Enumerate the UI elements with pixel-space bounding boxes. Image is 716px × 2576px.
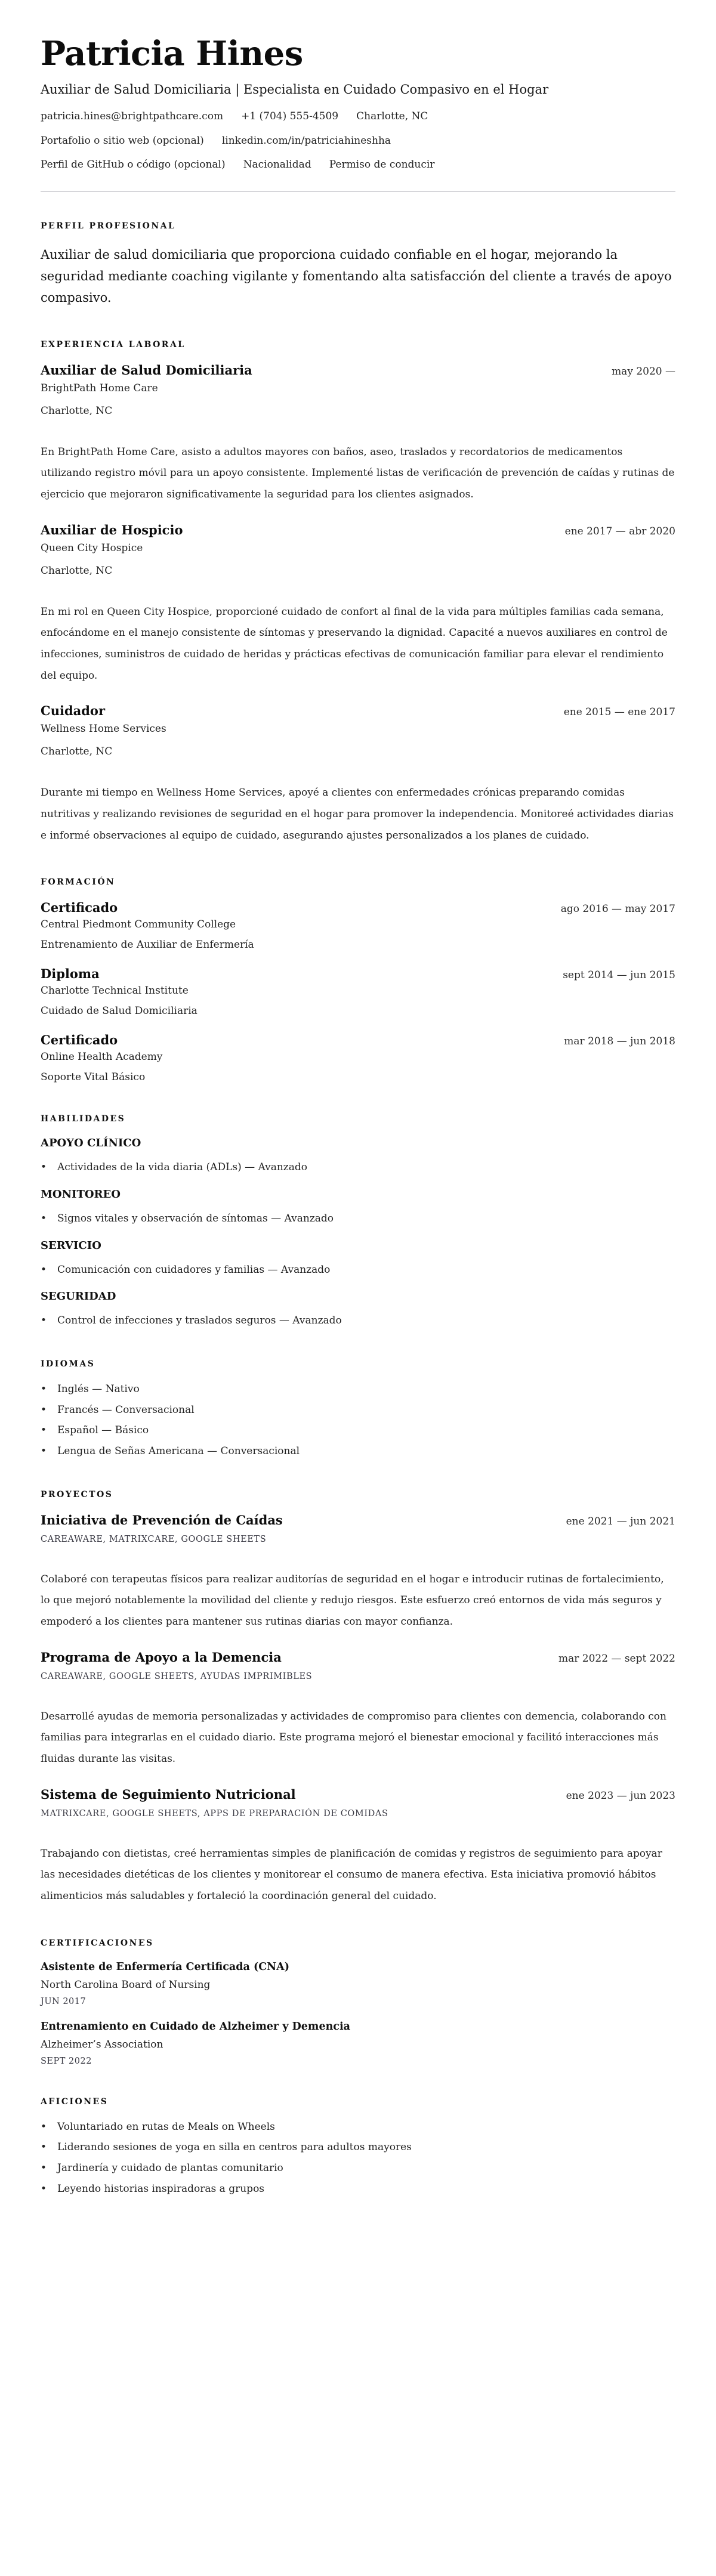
- hobby-item: • Liderando sesiones de yoga en silla en centros para adultos mayores: [41, 2140, 675, 2155]
- section-languages: [41, 1359, 675, 1459]
- education-entry: [41, 966, 675, 1017]
- section-title-certifications: CERTIFICACIONES: [41, 1938, 154, 1948]
- project-name: Programa de Apoyo a la Demencia: [41, 1649, 282, 1665]
- education-institution: Charlotte Technical Institute: [41, 985, 189, 997]
- contact-row-extra: [41, 158, 675, 172]
- experience-entry: [41, 703, 675, 846]
- job-dates: ene 2015 — ene 2017: [563, 706, 675, 719]
- education-field: Soporte Vital Básico: [41, 1071, 146, 1084]
- job-company: BrightPath Home Care: [41, 382, 158, 394]
- section-hobbies: [41, 2097, 675, 2197]
- certification-date: JUN 2017: [41, 1996, 87, 2006]
- education-institution: Online Health Academy: [41, 1051, 163, 1063]
- header-divider: [41, 191, 675, 192]
- section-title-projects: PROYECTOS: [41, 1489, 113, 1499]
- section-title-skills: HABILIDADES: [41, 1114, 126, 1124]
- skill-list: [41, 1160, 675, 1175]
- education-dates: mar 2018 — jun 2018: [564, 1035, 675, 1048]
- job-location: Charlotte, NC: [41, 564, 113, 577]
- degree-title: Diploma: [41, 966, 100, 982]
- skill-item: • Comunicación con cuidadores y familias — Avanzado: [41, 1263, 675, 1278]
- contact-drivers-license: Permiso de conducir: [329, 159, 435, 171]
- skill-item: • Signos vitales y observación de síntomas — Avanzado: [41, 1211, 675, 1226]
- project-tech-stack: CAREAWARE, GOOGLE SHEETS, AYUDAS IMPRIMIBLES: [41, 1671, 313, 1681]
- summary-text: Auxiliar de salud domiciliaria que proporciona cuidado confiable en el hogar, mejorando la seguridad mediante coaching vigilante y fomentando alta satisfacción del cliente a través de apoyo compasivo.: [41, 248, 672, 305]
- skill-group: [41, 1188, 675, 1226]
- project-description: Trabajando con dietistas, creé herramientas simples de planificación de comidas y registros de seguimiento para apoyar las necesidades dietéticas de los clientes y monitorear el consumo de manera efectiva. Esta iniciativa promovió hábitos alimenticios más saludables y fortaleció la coordinación general del cuidado.: [41, 1847, 662, 1902]
- certification-issuer: North Carolina Board of Nursing: [41, 1978, 211, 1991]
- project-dates: mar 2022 — sept 2022: [558, 1652, 675, 1665]
- contact-nationality: Nacionalidad: [243, 159, 311, 171]
- project-entry: [41, 1787, 675, 1907]
- education-dates: sept 2014 — jun 2015: [563, 969, 675, 982]
- education-field: Cuidado de Salud Domiciliaria: [41, 1005, 197, 1018]
- contact-github[interactable]: Perfil de GitHub o código (opcional): [41, 159, 226, 171]
- skill-group: [41, 1239, 675, 1278]
- section-title-languages: IDIOMAS: [41, 1359, 95, 1369]
- section-title-hobbies: AFICIONES: [41, 2096, 109, 2107]
- section-skills: [41, 1114, 675, 1328]
- education-field: Entrenamiento de Auxiliar de Enfermería: [41, 939, 254, 951]
- contact-row-primary: [41, 110, 675, 124]
- job-description: En mi rol en Queen City Hospice, proporcioné cuidado de confort al final de la vida para múltiples familias cada semana, enfocándome en el manejo consistente de síntomas y preservando la dignidad. Capacité a nuevos auxiliares en control de infecciones, suministros de cuidado de heridas y prácticas efectivas de comunicación familiar para elevar el rendimiento del equipo.: [41, 605, 668, 682]
- education-entry: [41, 1032, 675, 1083]
- education-institution: Central Piedmont Community College: [41, 919, 236, 931]
- contact-linkedin[interactable]: linkedin.com/in/patriciahineshha: [221, 134, 391, 147]
- contact-email[interactable]: patricia.hines@brightpathcare.com: [41, 110, 224, 122]
- section-title-experience: EXPERIENCIA LABORAL: [41, 339, 186, 350]
- skill-item: • Actividades de la vida diaria (ADLs) — Avanzado: [41, 1160, 675, 1175]
- language-item: • Español — Básico: [41, 1423, 675, 1438]
- language-item: • Lengua de Señas Americana — Conversacional: [41, 1444, 675, 1459]
- hobby-item: • Leyendo historias inspiradoras a grupos: [41, 2182, 675, 2197]
- contact-location: Charlotte, NC: [356, 110, 428, 122]
- section-title-summary: PERFIL PROFESIONAL: [41, 221, 176, 231]
- job-title: Auxiliar de Hospicio: [41, 522, 183, 537]
- job-title: Auxiliar de Salud Domiciliaria: [41, 362, 252, 378]
- education-dates: ago 2016 — may 2017: [560, 903, 675, 916]
- skill-category: SERVICIO: [41, 1239, 101, 1252]
- project-description: Colaboré con terapeutas físicos para realizar auditorías de seguridad en el hogar e introducir rutinas de fortalecimiento, lo que mejoró notablemente la movilidad del cliente y redujo riesgos. Este esfuerzo creó entornos de vida más seguros y empoderó a los clientes para mantener sus rutinas diarias con mayor confianza.: [41, 1573, 664, 1628]
- job-dates: ene 2017 — abr 2020: [564, 525, 675, 537]
- job-description: En BrightPath Home Care, asisto a adultos mayores con baños, aseo, traslados y recordatorios de medicamentos utilizando registro móvil para un apoyo consistente. Implementé listas de verificación de prevención de caídas y rutinas de ejercicio que mejoraron significativamente la seguridad para los clientes asignados.: [41, 446, 675, 500]
- skill-list: [41, 1211, 675, 1226]
- resume-header: [41, 35, 675, 172]
- contact-row-links: [41, 134, 675, 149]
- contact-portfolio[interactable]: Portafolio o sitio web (opcional): [41, 134, 204, 147]
- candidate-headline: Auxiliar de Salud Domiciliaria | Especialista en Cuidado Compasivo en el Hogar: [41, 82, 549, 97]
- section-certifications: [41, 1938, 675, 2066]
- skill-list: [41, 1263, 675, 1278]
- experience-entry: [41, 522, 675, 687]
- skill-category: SEGURIDAD: [41, 1290, 116, 1303]
- skill-category: MONITOREO: [41, 1188, 121, 1201]
- section-education: [41, 877, 675, 1083]
- job-company: Queen City Hospice: [41, 542, 143, 554]
- section-experience: [41, 340, 675, 847]
- language-list: [41, 1382, 675, 1459]
- project-name: Iniciativa de Prevención de Caídas: [41, 1512, 283, 1527]
- education-entry: [41, 900, 675, 951]
- certification-name: Entrenamiento en Cuidado de Alzheimer y Demencia: [41, 2020, 350, 2033]
- certification-entry: [41, 2021, 675, 2066]
- hobby-item: • Voluntariado en rutas de Meals on Wheels: [41, 2120, 675, 2135]
- certification-date: SEPT 2022: [41, 2056, 92, 2066]
- language-item: • Inglés — Nativo: [41, 1382, 675, 1397]
- job-dates: may 2020 —: [612, 365, 675, 378]
- skill-group: [41, 1290, 675, 1328]
- degree-title: Certificado: [41, 900, 118, 916]
- skill-category: APOYO CLÍNICO: [41, 1137, 141, 1150]
- certification-entry: [41, 1961, 675, 2006]
- degree-title: Certificado: [41, 1032, 118, 1048]
- skill-group: [41, 1137, 675, 1175]
- hobby-item: • Jardinería y cuidado de plantas comunitario: [41, 2161, 675, 2176]
- section-title-education: FORMACIÓN: [41, 877, 116, 887]
- job-description: Durante mi tiempo en Wellness Home Services, apoyé a clientes con enfermedades crónicas preparando comidas nutritivas y realizando revisiones de seguridad en el hogar para promover la independencia. Monitoreé actividades diarias e informé observaciones al equipo de cuidado, asegurando ajustes personalizados a los planes de cuidado.: [41, 787, 674, 842]
- hobby-list: [41, 2120, 675, 2197]
- job-company: Wellness Home Services: [41, 723, 166, 735]
- project-name: Sistema de Seguimiento Nutricional: [41, 1786, 296, 1802]
- section-projects: [41, 1490, 675, 1907]
- language-item: • Francés — Conversacional: [41, 1403, 675, 1418]
- certification-issuer: Alzheimer’s Association: [41, 2038, 163, 2051]
- project-dates: ene 2021 — jun 2021: [566, 1515, 675, 1527]
- job-title: Cuidador: [41, 703, 106, 719]
- experience-entry: [41, 363, 675, 506]
- job-location: Charlotte, NC: [41, 404, 113, 417]
- job-location: Charlotte, NC: [41, 746, 113, 758]
- section-summary: [41, 221, 675, 308]
- skill-item: • Control de infecciones y traslados seguros — Avanzado: [41, 1313, 675, 1328]
- contact-phone[interactable]: +1 (704) 555-4509: [241, 110, 339, 122]
- project-tech-stack: MATRIXCARE, GOOGLE SHEETS, APPS DE PREPARACIÓN DE COMIDAS: [41, 1808, 388, 1819]
- project-entry: [41, 1650, 675, 1770]
- candidate-name: Patricia Hines: [41, 34, 303, 73]
- project-dates: ene 2023 — jun 2023: [566, 1789, 675, 1802]
- project-tech-stack: CAREAWARE, MATRIXCARE, GOOGLE SHEETS: [41, 1534, 267, 1544]
- skill-list: [41, 1313, 675, 1328]
- project-entry: [41, 1513, 675, 1633]
- project-description: Desarrollé ayudas de memoria personalizadas y actividades de compromiso para clientes con demencia, colaborando con familias para integrarlas en el cuidado diario. Este programa mejoró el bienestar emocional y facilitó interacciones más fluidas durante las visitas.: [41, 1710, 666, 1765]
- certification-name: Asistente de Enfermería Certificada (CNA): [41, 1960, 290, 1973]
